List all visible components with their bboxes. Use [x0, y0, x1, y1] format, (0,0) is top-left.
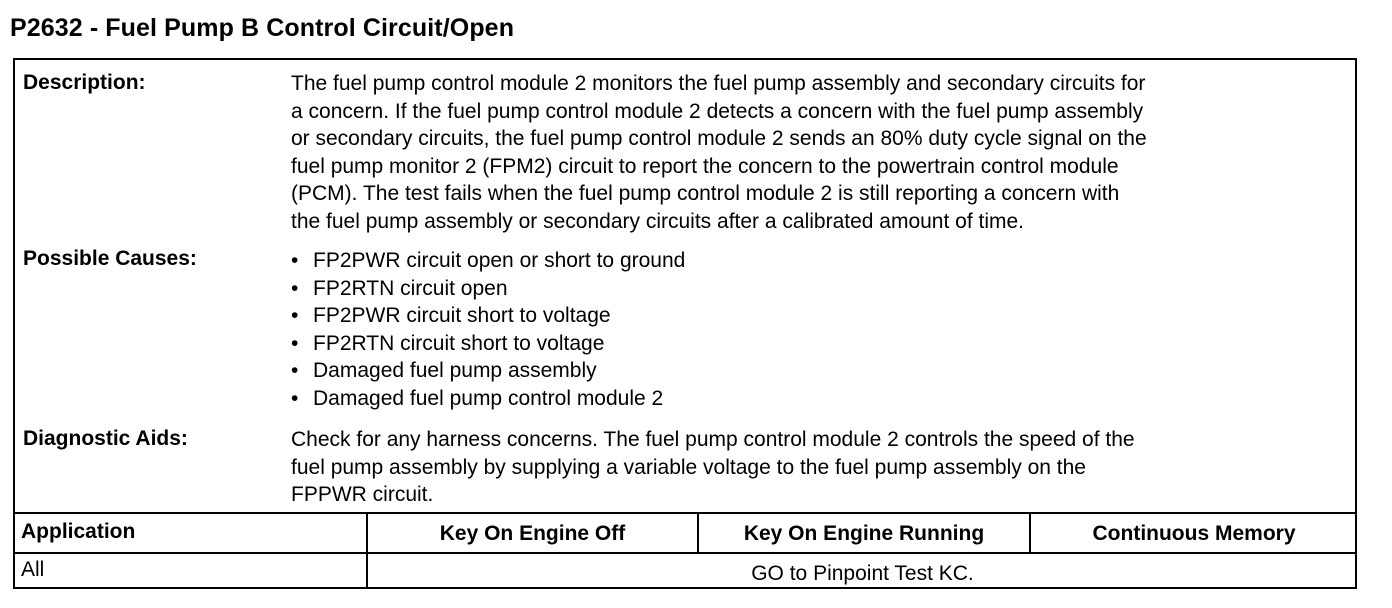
description-line: fuel pump monitor 2 (FPM2) circuit to report the concern to the powertrain control module	[291, 154, 1119, 178]
description-line: a concern. If the fuel pump control module 2 detects a concern with the fuel pump assembly	[291, 99, 1144, 123]
bullet-icon: •	[291, 276, 299, 300]
diagnostic-aids-line: Check for any harness concerns. The fuel pump control module 2 controls the speed of the	[291, 428, 1135, 451]
bullet-icon: •	[291, 386, 299, 410]
cause-text: FP2RTN circuit short to voltage	[313, 331, 605, 355]
dtc-info-box	[13, 58, 1357, 589]
cause-text: FP2RTN circuit open	[313, 276, 508, 300]
possible-causes-label: Possible Causes:	[23, 247, 197, 270]
table-header-application: Application	[21, 520, 136, 543]
cause-text: FP2PWR circuit open or short to ground	[313, 249, 686, 272]
table-row-divider	[15, 552, 1355, 554]
list-item	[291, 302, 1351, 330]
description-text	[291, 70, 1351, 235]
bullet-icon: •	[291, 249, 299, 272]
description-line: the fuel pump assembly or secondary circuits after a calibrated amount of time.	[291, 209, 1025, 233]
description-line: (PCM). The test fails when the fuel pump control module 2 is still reporting a concern with	[291, 182, 1120, 205]
table-top-divider	[15, 512, 1355, 514]
cause-text: FP2PWR circuit short to voltage	[313, 304, 611, 327]
table-header-continuous-memory: Continuous Memory	[1092, 522, 1296, 545]
diagnostic-aids-text	[291, 426, 1351, 509]
table-cell-action: GO to Pinpoint Test KC.	[751, 562, 974, 585]
table-header-key-on-engine-running: Key On Engine Running	[743, 522, 985, 545]
possible-causes-list	[291, 247, 1351, 412]
list-item	[291, 275, 1351, 303]
list-item	[291, 330, 1351, 358]
diagnostic-aids-label: Diagnostic Aids:	[23, 427, 188, 450]
table-cell-application: All	[21, 558, 45, 581]
cause-text: Damaged fuel pump assembly	[313, 359, 597, 382]
list-item	[291, 385, 1351, 413]
description-line: or secondary circuits, the fuel pump control module 2 sends an 80% duty cycle signal on the	[291, 127, 1147, 150]
cause-text: Damaged fuel pump control module 2	[313, 386, 664, 410]
list-item	[291, 357, 1351, 385]
bullet-icon: •	[291, 304, 299, 327]
bullet-icon: •	[291, 359, 299, 382]
table-header-key-on-engine-off: Key On Engine Off	[439, 522, 626, 545]
list-item	[291, 247, 1351, 275]
description-line: The fuel pump control module 2 monitors the fuel pump assembly and secondary circuits for	[291, 72, 1146, 95]
page-title: P2632 - Fuel Pump B Control Circuit/Open	[10, 14, 515, 42]
description-label: Description:	[23, 71, 146, 94]
bullet-icon: •	[291, 331, 299, 355]
diagnostic-aids-line: fuel pump assembly by supplying a variable voltage to the fuel pump assembly on the	[291, 455, 1086, 479]
diagnostic-aids-line: FPPWR circuit.	[291, 483, 434, 506]
